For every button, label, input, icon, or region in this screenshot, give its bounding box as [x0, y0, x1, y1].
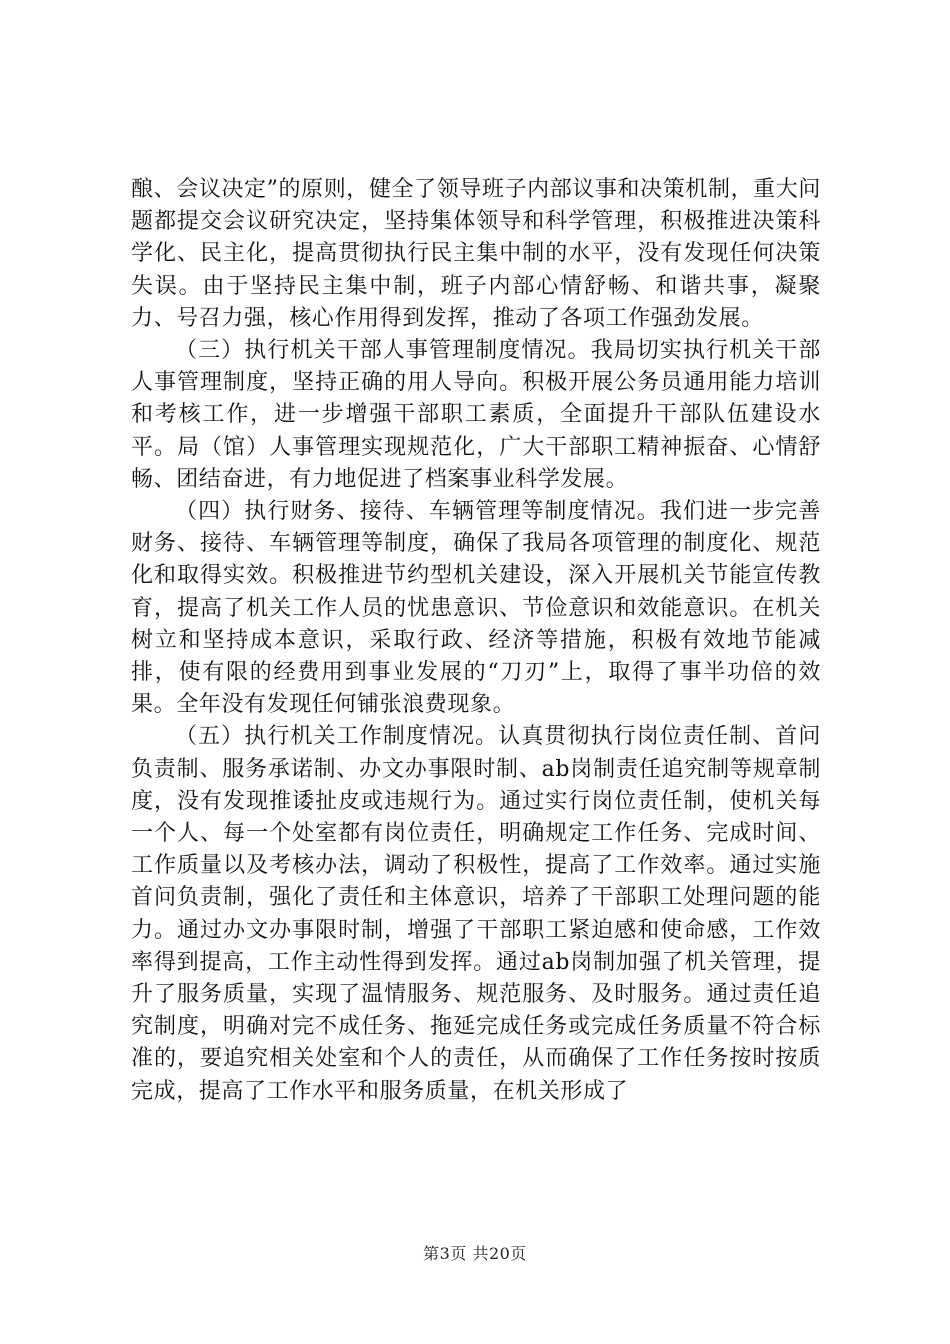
page-number-footer: 第3页 共20页	[423, 1244, 527, 1263]
paragraph-2: （三）执行机关干部人事管理制度情况。我局切实执行机关干部人事管理制度，坚持正确的用人导向。积极开展公务员通用能力培训和考核工作，进一步增强干部职工素质，全面提升干部队伍建设水平。局（馆）人事管理实现规范化，广大干部职工精神振奋、心情舒畅、团结奋进，有力地促进了档案事业科学发展。	[131, 338, 821, 492]
paragraph-3: （四）执行财务、接待、车辆管理等制度情况。我们进一步完善财务、接待、车辆管理等制度，确保了我局各项管理的制度化、规范化和取得实效。积极推进节约型机关建设，深入开展机关节能宣传教育，提高了机关工作人员的忧患意识、节俭意识和效能意识。在机关树立和坚持成本意识，采取行政、经济等措施，积极有效地节能减排，使有限的经费用到事业发展的“刀刃”上，取得了事半功倍的效果。全年没有发现任何铺张浪费现象。	[131, 499, 821, 718]
paragraph-4: （五）执行机关工作制度情况。认真贯彻执行岗位责任制、首问负责制、服务承诺制、办文办事限时制、ab岗制责任追究制等规章制度，没有发现推诿扯皮或违规行为。通过实行岗位责任制，使机关每一个人、每一个处室都有岗位责任，明确规定工作任务、完成时间、工作质量以及考核办法，调动了积极性，提高了工作效率。通过实施首问负责制，强化了责任和主体意识，培养了干部职工处理问题的能力。通过办文办事限时制，增强了干部职工紧迫感和使命感，工作效率得到提高，工作主动性得到发挥。通过ab岗制加强了机关管理，提升了服务质量，实现了温情服务、规范服务、及时服务。通过责任追究制度，明确对完不成任务、拖延完成任务或完成任务质量不符合标准的，要追究相关处室和个人的责任，从而确保了工作任务按时按质完成，提高了工作水平和服务质量，在机关形成了	[131, 724, 821, 1104]
document-body	[131, 174, 821, 1108]
paragraph-1: 酿、会议决定”的原则，健全了领导班子内部议事和决策机制，重大问题都提交会议研究决定，坚持集体领导和科学管理，积极推进决策科学化、民主化，提高贯彻执行民主集中制的水平，没有发现任何决策失误。由于坚持民主集中制，班子内部心情舒畅、和谐共事，凝聚力、号召力强，核心作用得到发挥，推动了各项工作强劲发展。	[131, 177, 821, 331]
